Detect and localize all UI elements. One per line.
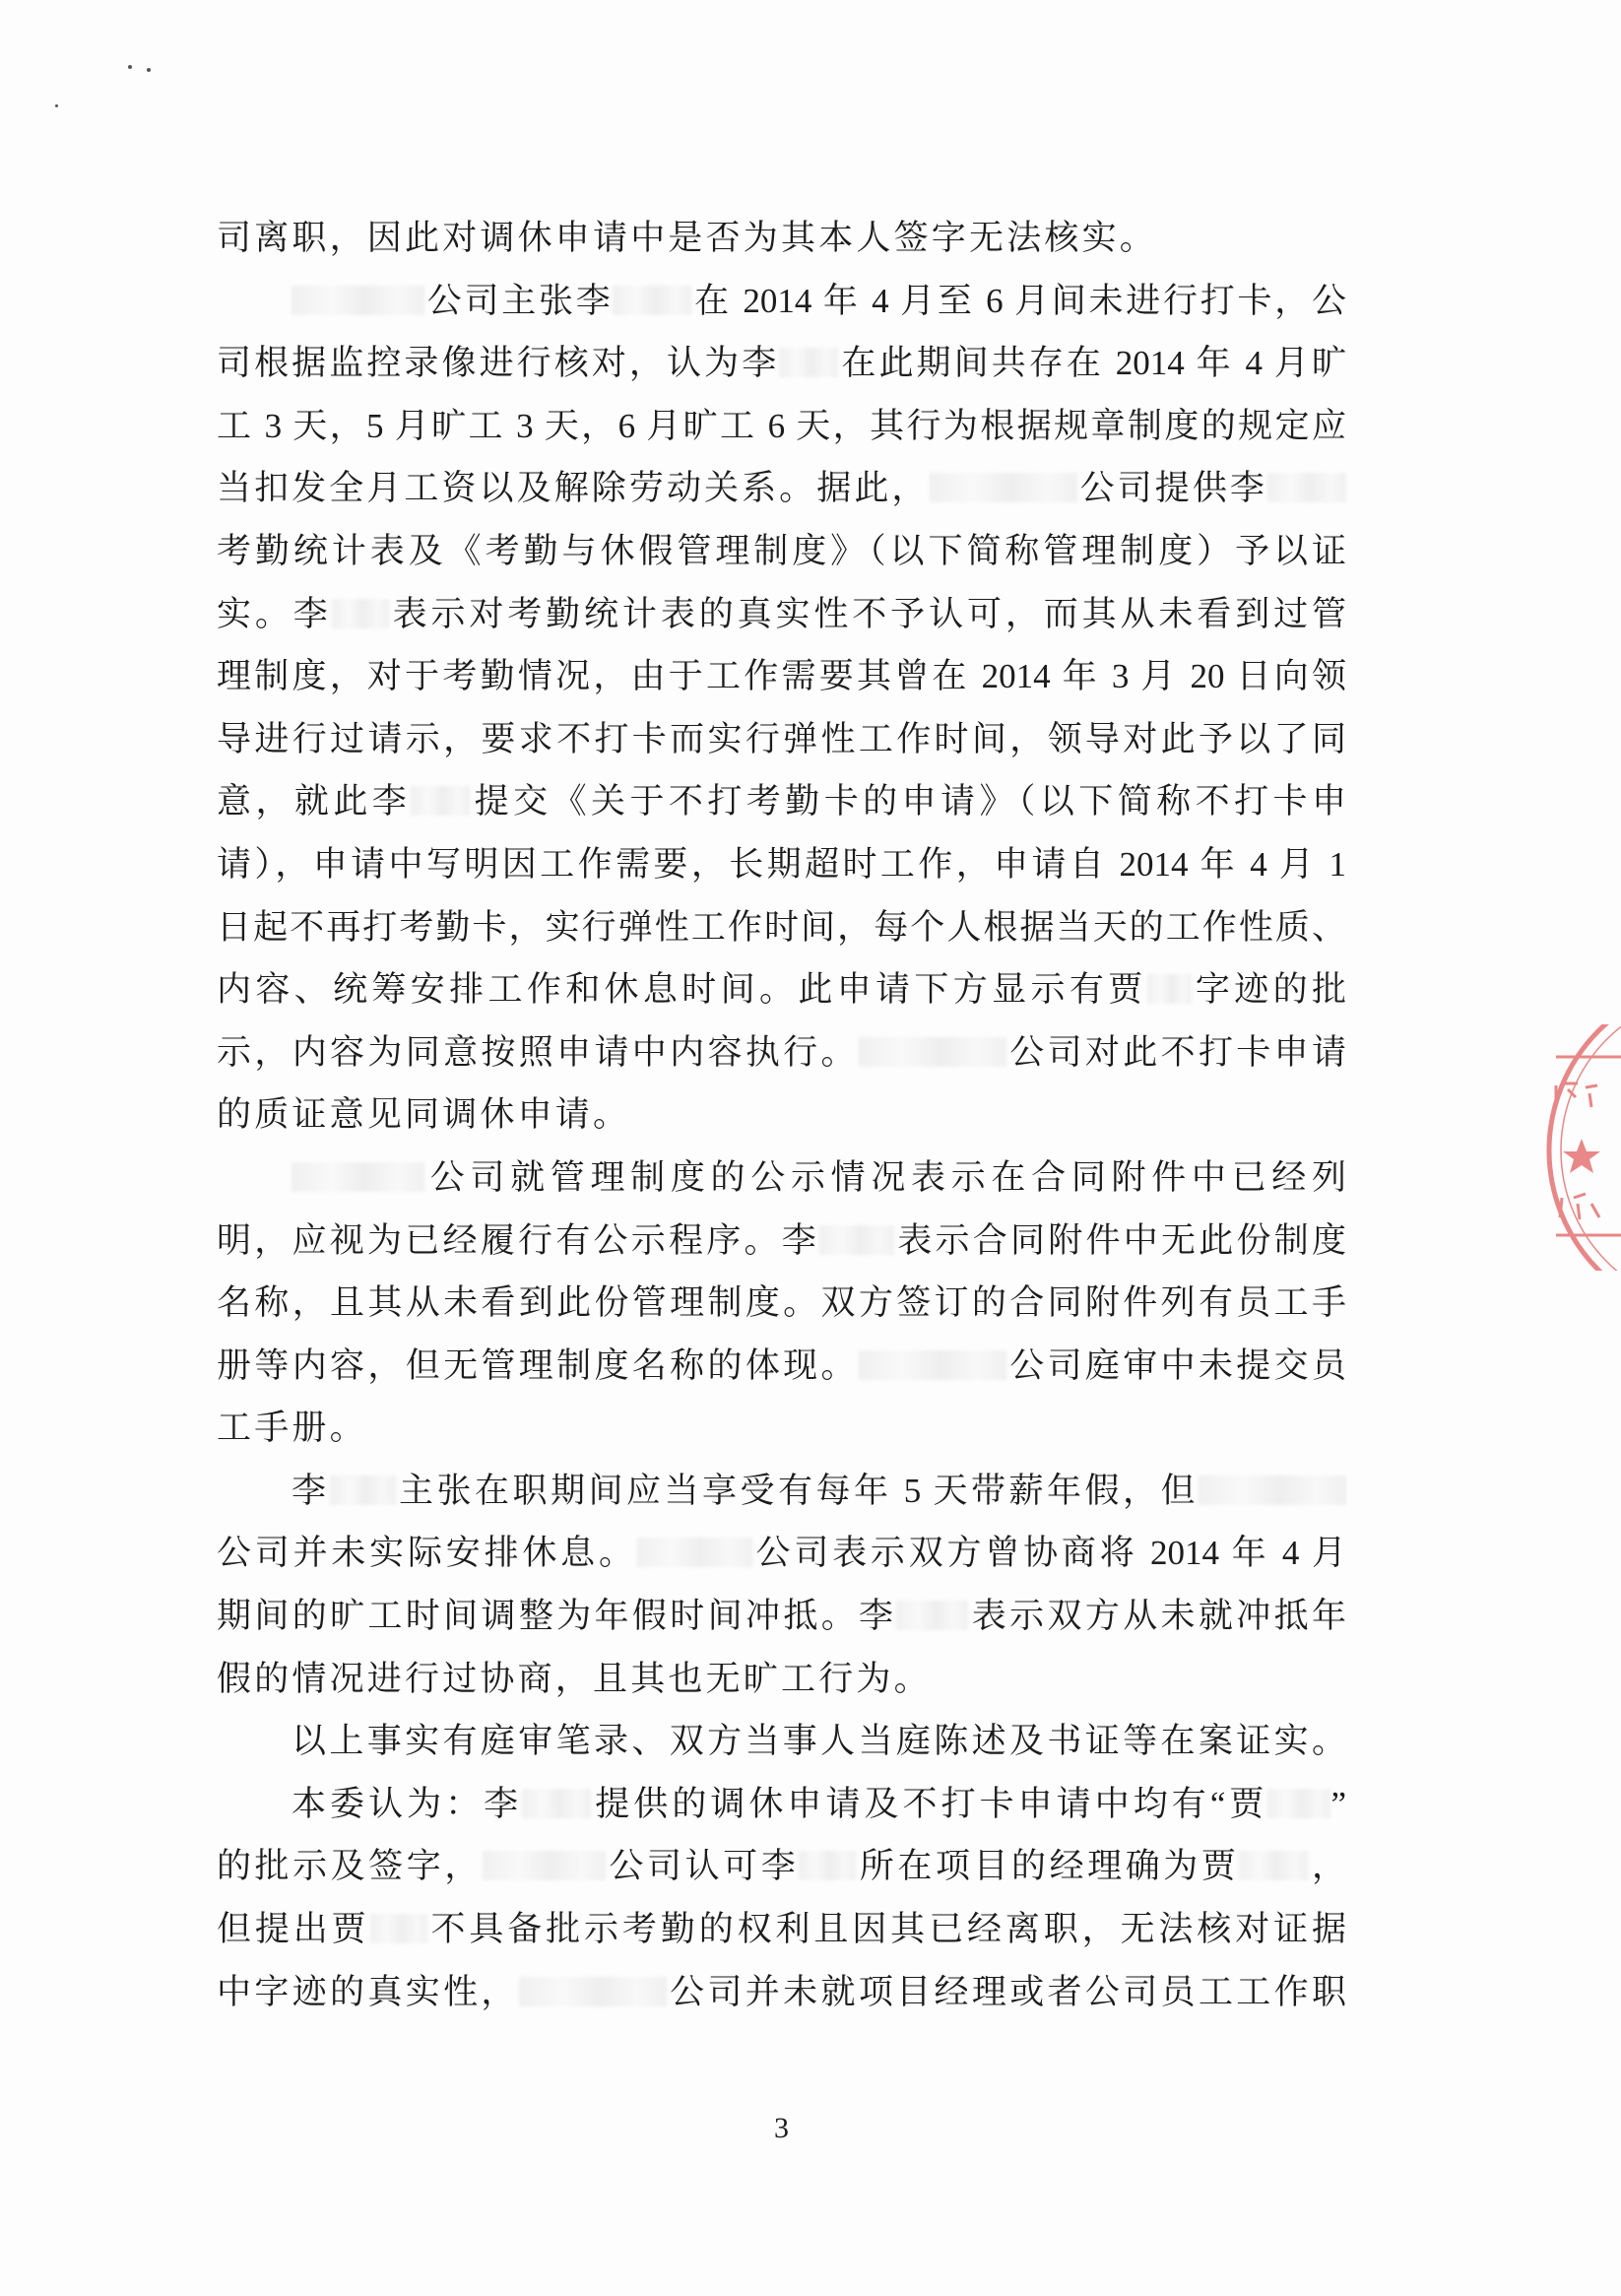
line-text: 的质证意见同调休申请。 (217, 1095, 631, 1135)
text-line (217, 1272, 1346, 1335)
line-text: 请），申请中写明因工作需要，长期超时工作，申请自 2014 年 4 月 1 (217, 844, 1346, 884)
line-text: 所在项目的经理确为贾 (856, 1847, 1240, 1886)
redacted-name (819, 1225, 894, 1255)
line-text: 不具备批示考勤的权利且因其已经离职，无法核对证据 (426, 1910, 1346, 1949)
line-text: 表示双方从未就冲抵年 (968, 1597, 1346, 1636)
text-line (217, 332, 1346, 395)
line-text: 字迹的批 (1191, 970, 1346, 1010)
redacted-name (859, 1037, 1006, 1067)
redacted-name (859, 1350, 1006, 1380)
line-text: 考勤统计表及《考勤与休假管理制度》（以下简称管理制度）予以证 (217, 531, 1346, 570)
line-text: 公司表示双方曾协商将 2014 年 4 月 (751, 1534, 1346, 1573)
line-text: 中字迹的真实性， (217, 1972, 519, 2011)
line-text: 期间的旷工时间调整为年假时间冲抵。李 (217, 1597, 897, 1636)
line-text: 日起不再打考勤卡，实行弹性工作时间，每个人根据当天的工作性质、 (217, 907, 1346, 947)
page-number: 3 (774, 2112, 789, 2144)
line-text: 公司并未实际安排休息。 (217, 1534, 637, 1573)
text-line (217, 1083, 1346, 1147)
text-line (217, 1147, 1346, 1210)
text-line (217, 958, 1346, 1021)
text-line (217, 833, 1346, 896)
line-text: 假的情况进行过协商，且其也无旷工行为。 (217, 1659, 932, 1698)
line-text: ， (1308, 1847, 1346, 1886)
line-text: 以上事实有庭审笔录、双方当事人当庭陈述及书证等在案证实。 (292, 1722, 1346, 1761)
official-seal-fragment (1517, 1024, 1621, 1271)
line-text: 在此期间共存在 2014 年 4 月旷 (838, 344, 1346, 383)
redacted-name (519, 1977, 667, 2006)
redacted-name (1199, 1476, 1346, 1505)
line-text: 册等内容，但无管理制度名称的体现。 (217, 1345, 859, 1385)
line-text: 理制度，对于考勤情况，由于工作需要其曾在 2014 年 3 月 20 日向领 (217, 657, 1346, 696)
text-line (217, 896, 1346, 959)
text-line (217, 1835, 1346, 1898)
text-line (217, 1335, 1346, 1398)
text-line (217, 770, 1346, 833)
line-text: 名称，且其从未看到此份管理制度。双方签订的合同附件列有员工手 (217, 1283, 1346, 1323)
line-text: 公司认可李 (605, 1847, 800, 1886)
document-body (217, 207, 1346, 2023)
text-line (217, 1648, 1346, 1711)
line-text: 工手册。 (217, 1409, 367, 1448)
line-text: 在 2014 年 4 月至 6 月间未进行打卡，公 (691, 281, 1346, 320)
line-text: 的批示及签字， (217, 1847, 483, 1886)
redacted-name (522, 1789, 591, 1818)
line-text: 明，应视为已经履行有公示程序。李 (217, 1220, 819, 1260)
redacted-name (411, 786, 470, 816)
line-text: 公司主张李 (424, 281, 614, 320)
line-text: 主张在职期间应当享受有每年 5 天带薪年假，但 (395, 1471, 1199, 1510)
redacted-name (292, 1162, 424, 1192)
redacted-name (483, 1851, 606, 1880)
text-line (217, 583, 1346, 646)
line-text: 表示对考勤统计表的真实性不予认可，而其从未看到过管 (388, 594, 1346, 633)
redacted-name (1267, 1789, 1330, 1818)
redacted-name (292, 286, 424, 315)
line-text: 李 (292, 1471, 330, 1510)
line-text: 本委认为：李 (292, 1784, 523, 1823)
line-text: 公司并未就项目经理或者公司员工工作职 (666, 1972, 1346, 2011)
text-line (217, 207, 1346, 270)
redacted-name (637, 1538, 752, 1567)
line-text: 司根据监控录像进行核对，认为李 (217, 344, 780, 383)
redacted-name (799, 1851, 856, 1880)
text-line (217, 457, 1346, 520)
text-line (217, 708, 1346, 771)
redacted-name (1267, 473, 1346, 502)
redacted-name (1147, 974, 1192, 1004)
text-line (217, 1773, 1346, 1836)
line-text: 实。李 (217, 594, 332, 633)
line-text: 公司提供李 (1076, 469, 1267, 508)
text-line (217, 1522, 1346, 1585)
text-line (217, 645, 1346, 708)
text-line (217, 1460, 1346, 1523)
line-text: 表示合同附件中无此份制度 (893, 1220, 1346, 1260)
redacted-name (1239, 1851, 1308, 1880)
redacted-name (896, 1601, 968, 1630)
text-line (217, 395, 1346, 458)
text-line (217, 520, 1346, 583)
line-text: 导进行过请示，要求不打卡而实行弹性工作时间，领导对此予以了同 (217, 719, 1346, 758)
line-text: 公司对此不打卡申请 (1005, 1032, 1346, 1072)
line-text: 意，就此李 (217, 782, 412, 821)
seal-mark (1560, 1194, 1599, 1219)
text-line (217, 1210, 1346, 1273)
seal-star-icon (1563, 1139, 1600, 1173)
redacted-name (930, 473, 1077, 502)
scan-speck (147, 68, 151, 72)
text-line (217, 1898, 1346, 1961)
text-line (217, 1397, 1346, 1460)
redacted-name (330, 1476, 396, 1505)
redacted-name (779, 348, 838, 377)
text-line (217, 1961, 1346, 2024)
line-text: ” (1330, 1784, 1346, 1823)
text-line (217, 1710, 1346, 1773)
redacted-name (332, 599, 389, 628)
scan-speck (128, 65, 132, 69)
line-text: 工 3 天，5 月旷工 3 天，6 月旷工 6 天，其行为根据规章制度的规定应 (217, 406, 1346, 445)
line-text: 司离职，因此对调休申请中是否为其本人签字无法核实。 (217, 219, 1158, 257)
text-line (217, 270, 1346, 333)
line-text: 示，内容为同意按照申请中内容执行。 (217, 1032, 859, 1072)
line-text: 公司庭审中未提交员 (1005, 1345, 1346, 1385)
line-text: 内容、统筹安排工作和休息时间。此申请下方显示有贾 (217, 970, 1147, 1010)
scan-speck (55, 104, 58, 107)
line-text: 公司就管理制度的公示情况表示在合同附件中已经列 (424, 1157, 1346, 1197)
text-line (217, 1585, 1346, 1648)
line-text: 提供的调休申请及不打卡申请中均有“贾 (591, 1784, 1268, 1823)
redacted-name (613, 286, 691, 315)
line-text: 当扣发全月工资以及解除劳动关系。据此， (217, 469, 930, 508)
line-text: 提交《关于不打考勤卡的申请》（以下简称不打卡申 (470, 782, 1346, 821)
text-line (217, 1021, 1346, 1084)
redacted-name (370, 1914, 427, 1943)
line-text: 但提出贾 (217, 1910, 370, 1949)
